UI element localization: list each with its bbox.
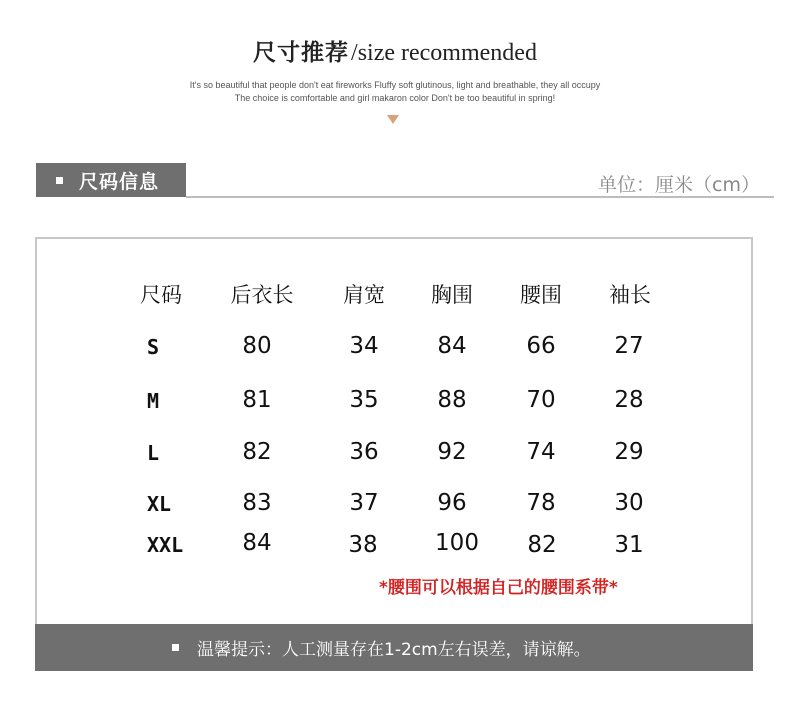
- table-cell: 31: [614, 532, 644, 558]
- table-cell: 35: [349, 387, 379, 413]
- table-cell: 92: [437, 439, 467, 465]
- subtitle-line-1: It's so beautiful that people don't eat fireworks Fluffy soft glutinous, light and breathable, they all occupy: [189, 80, 601, 90]
- table-cell: 96: [437, 490, 467, 516]
- table-cell: 29: [614, 439, 644, 465]
- table-header: 肩宽: [343, 283, 385, 307]
- table-header: 尺码: [140, 283, 182, 307]
- table-cell: 28: [614, 387, 644, 413]
- footer-tip-bar: [35, 624, 753, 671]
- section-label: 尺码信息: [79, 170, 160, 193]
- size-label: L: [147, 441, 160, 465]
- section-divider: [186, 196, 774, 198]
- table-cell: 37: [349, 490, 379, 516]
- title-chinese: 尺寸推荐: [253, 40, 350, 66]
- size-label: XXL: [147, 533, 184, 557]
- size-label: XL: [147, 492, 172, 516]
- table-header: 袖长: [609, 283, 651, 307]
- table-cell: 30: [614, 490, 644, 516]
- table-header: 腰围: [520, 283, 562, 307]
- table-cell: 82: [242, 439, 272, 465]
- unit-label: 单位：厘米（cm）: [598, 174, 760, 196]
- table-header: 后衣长: [230, 283, 294, 307]
- table-cell: 74: [526, 439, 556, 465]
- table-cell: 38: [348, 532, 378, 558]
- table-cell: 80: [242, 333, 272, 359]
- table-cell: 84: [437, 333, 467, 359]
- table-cell: 83: [242, 490, 272, 516]
- size-label: S: [147, 335, 160, 359]
- table-cell: 82: [527, 532, 557, 558]
- table-cell: 100: [435, 530, 479, 556]
- table-cell: 84: [242, 530, 272, 556]
- table-cell: 34: [349, 333, 379, 359]
- table-cell: 88: [437, 387, 467, 413]
- subtitle-line-2: The choice is comfortable and girl makaron color Don't be too beautiful in spring!: [234, 93, 556, 103]
- waist-tie-note: *腰围可以根据自己的腰围系带*: [379, 578, 618, 598]
- table-cell: 36: [349, 439, 379, 465]
- square-bullet-icon: [172, 644, 179, 651]
- title-english: /size recommended: [351, 40, 537, 66]
- square-bullet-icon: [56, 177, 63, 184]
- table-cell: 78: [526, 490, 556, 516]
- table-cell: 70: [526, 387, 556, 413]
- table-header: 胸围: [431, 283, 473, 307]
- footer-tip: 温馨提示：人工测量存在1-2cm左右误差，请谅解。: [197, 640, 591, 660]
- table-cell: 81: [242, 387, 272, 413]
- table-cell: 27: [614, 333, 644, 359]
- section-label-bar: [36, 163, 186, 197]
- table-cell: 66: [526, 333, 556, 359]
- down-arrow-icon: [387, 115, 399, 124]
- size-label: M: [147, 389, 160, 413]
- page-title: [0, 34, 790, 67]
